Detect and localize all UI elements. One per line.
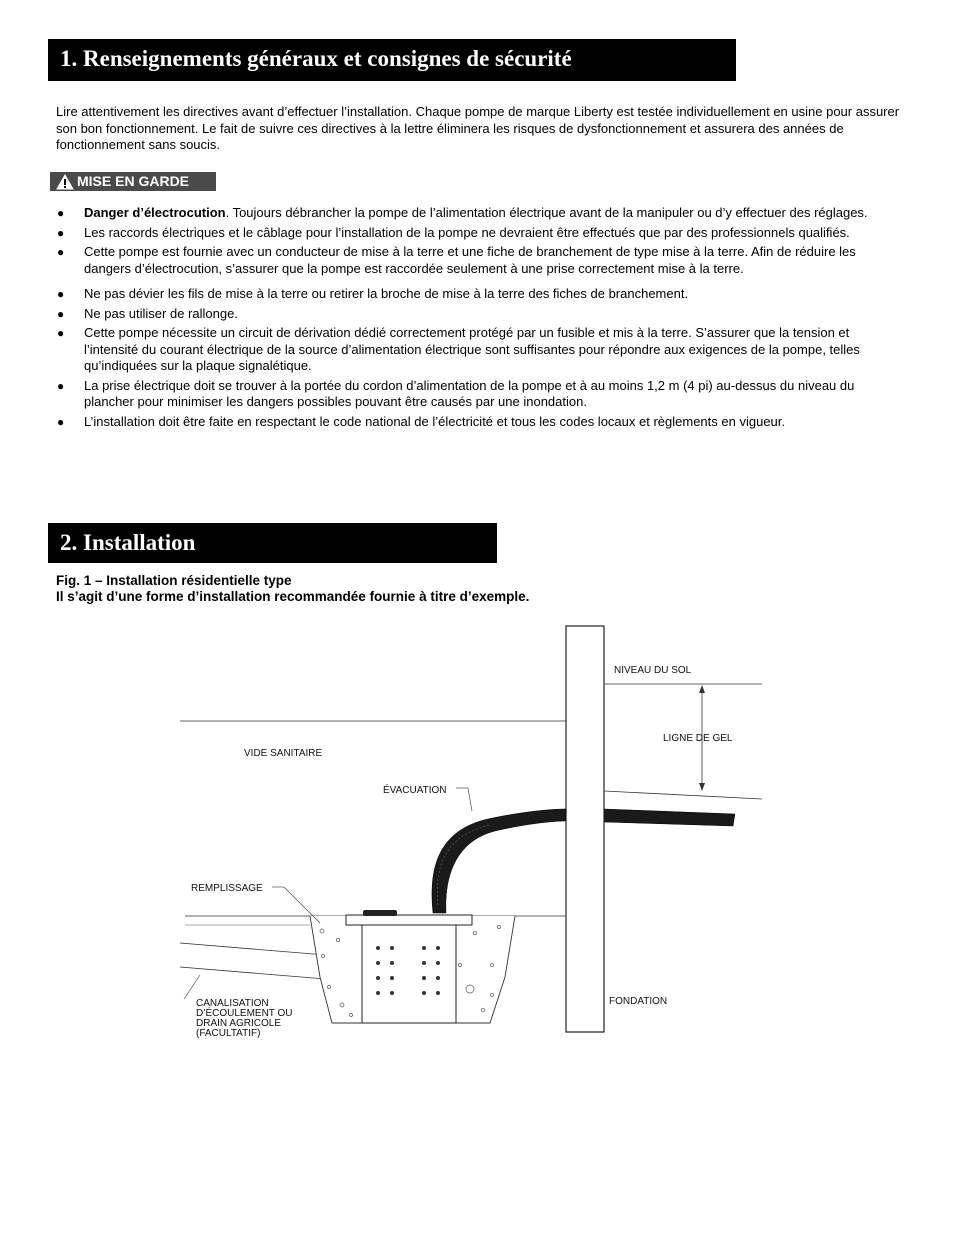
label-vide-sanitaire: VIDE SANITAIRE: [244, 748, 323, 759]
arrow-head-down: [699, 783, 705, 791]
list-item: ● L’installation doit être faite en respectant le code national de l’électricité et tous les codes locaux et règlements en vigueur.: [57, 413, 785, 429]
label-evacuation: ÉVACUATION: [383, 785, 447, 796]
pump-top: [363, 910, 397, 916]
list-item: ● La prise électrique doit se trouver à la portée du cordon d’alimentation de la pompe et à au moins 1,2 m (4 pi) au-dessus du niveau du plancher pour minimiser les dangers possibles pouvant être causés par une inondation.: [57, 377, 855, 409]
bullet-bold: Danger d’électrocution: [84, 205, 226, 220]
figure-title: Fig. 1 – Installation résidentielle type: [56, 573, 292, 588]
label-canalisation-4: (FACULTATIF): [196, 1028, 261, 1039]
list-item: ● Ne pas utiliser de rallonge.: [57, 305, 238, 321]
evacuation-leader-2: [468, 788, 472, 811]
warning-label: MISE EN GARDE: [77, 173, 190, 189]
bullet-text: Ne pas dévier les fils de mise à la terre ou retirer la broche de mise à la terre des fiches de branchement.: [84, 286, 689, 301]
section-1-header: 1. Renseignements généraux et consignes de sécurité: [48, 39, 736, 81]
bullet-text: Ne pas utiliser de rallonge.: [84, 305, 238, 321]
label-canalisation-3: DRAIN AGRICOLE: [196, 1018, 282, 1029]
section-2-header: 2. Installation: [48, 523, 497, 563]
list-item: ● Danger d’électrocution. Toujours débrancher la pompe de l’alimentation électrique avant de la manipuler ou d’y effectuer des réglages.: [57, 205, 868, 220]
basin-lid: [346, 915, 472, 925]
arrow-head-up: [699, 685, 705, 693]
remplissage-leader-2: [284, 887, 320, 923]
bullet-text: Cette pompe est fournie avec un conducteur de mise à la terre et une fiche de branchement de type mise à la terre. Afin de réduire les dangers d’électrocution, s’assurer que la pompe est raccordée seulement à une prise correctement mise à la terre.: [84, 244, 856, 276]
intro-paragraph: Lire attentivement les directives avant d’effectuer l’installation. Chaque pompe de marque Liberty est testée individuellement en usine pour assurer son bon fonctionnement. Le fait de suivre ces directives à la lettre éliminera les risques de dysfonctionnement et assurera des années de fonctionnement sans soucis.: [56, 104, 900, 152]
installation-diagram: [170, 615, 770, 1055]
canalisation-leader: [184, 975, 200, 999]
bullet-text: Les raccords électriques et le câblage pour l’installation de la pompe ne devraient être effectués que par des professionnels qualifiés.: [84, 224, 850, 240]
bullet-text: Cette pompe nécessite un circuit de dérivation dédié correctement protégé par un fusible et mis à la terre. S’assurer que la tension et l’intensité du courant électrique de la source d’alimentation électrique sont suffisantes pour répondre aux exigences de la pompe, telles qu’indiquées sur la plaque signalétique.: [84, 325, 860, 373]
warning-triangle-icon: [56, 174, 74, 190]
warning-badge: [50, 172, 216, 191]
list-item: ● Les raccords électriques et le câblage pour l’installation de la pompe ne devraient être effectués que par des professionnels qualifiés.: [57, 224, 850, 240]
bullet-text: L’installation doit être faite en respectant le code national de l’électricité et tous les codes locaux et règlements en vigueur.: [84, 413, 785, 429]
list-item: ● Cette pompe nécessite un circuit de dérivation dédié correctement protégé par un fusible et mis à la terre. S’assurer que la tension et l’intensité du courant électrique de la source d’alimentation électrique sont suffisantes pour répondre aux exigences de la pompe, telles qu’indiquées sur la plaque signalétique.: [57, 325, 860, 373]
figure-subtitle: Il s’agit d’une forme d’installation recommandée fournie à titre d’exemple.: [56, 589, 530, 604]
list-item: ● Cette pompe est fournie avec un conducteur de mise à la terre et une fiche de branchement de type mise à la terre. Afin de réduire les dangers d’électrocution, s’assurer que la pompe est raccordée seulement à une prise correctement mise à la terre.: [57, 244, 856, 276]
bullet-text: . Toujours débrancher la pompe de l’alimentation électrique avant de la manipuler ou d’y effectuer des réglages.: [225, 205, 868, 220]
sump-basin: [362, 919, 456, 1023]
frost-line: [604, 791, 762, 799]
figure-caption: [56, 573, 529, 605]
label-canalisation-1: CANALISATION: [196, 998, 269, 1009]
bullet-text: La prise électrique doit se trouver à la portée du cordon d’alimentation de la pompe et à au moins 1,2 m (4 pi) au-dessus du niveau du plancher pour minimiser les dangers possibles pouvant être causés par une inondation.: [84, 377, 855, 409]
list-item: ● Ne pas dévier les fils de mise à la terre ou retirer la broche de mise à la terre des fiches de branchement.: [57, 286, 689, 301]
label-fondation: FONDATION: [609, 996, 668, 1007]
discharge-pipe-exterior: [604, 809, 735, 826]
label-canalisation-2: D’ÉCOULEMENT OU: [196, 1008, 293, 1019]
label-niveau-du-sol: NIVEAU DU SOL: [614, 665, 692, 676]
label-remplissage: REMPLISSAGE: [191, 883, 263, 894]
label-ligne-de-gel: LIGNE DE GEL: [663, 733, 733, 744]
safety-list: [56, 205, 901, 433]
discharge-hose: [432, 809, 566, 913]
foundation-wall: [566, 626, 604, 1032]
